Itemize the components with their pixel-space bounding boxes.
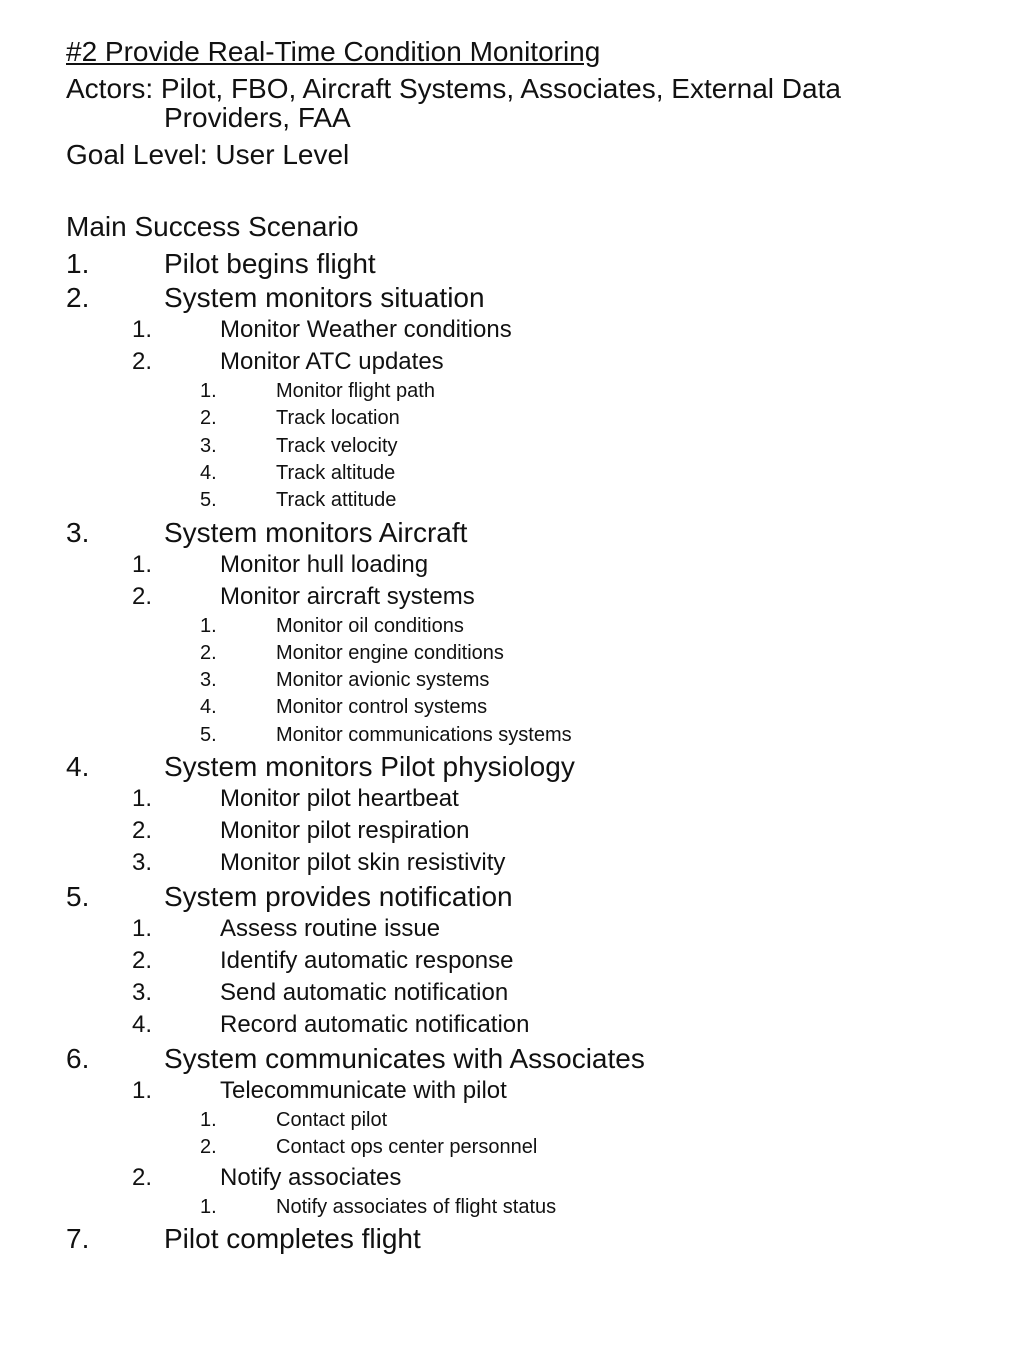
step-number: 6.	[66, 1043, 90, 1074]
sub-step	[0, 849, 1024, 881]
step-number: 4.	[200, 461, 217, 484]
sub-sub-step	[0, 462, 1024, 489]
step-number: 3.	[132, 849, 153, 876]
step-text: Telecommunicate with pilot	[220, 1077, 507, 1104]
sub-step	[0, 1164, 1024, 1196]
sub-step	[0, 348, 1024, 380]
step-number: 1.	[132, 550, 153, 578]
sub-step	[0, 915, 1024, 947]
step	[0, 248, 1024, 282]
sub-step	[0, 947, 1024, 979]
sub-sub-step	[0, 696, 1024, 723]
sub-sub-step	[0, 1109, 1024, 1136]
sub-step	[0, 583, 1024, 615]
step-text: Notify associates	[220, 1163, 402, 1191]
step-text: Track altitude	[276, 461, 396, 484]
scenario-heading: Main Success Scenario	[66, 211, 359, 242]
step-number: 1.	[132, 1077, 153, 1104]
step-text: Monitor pilot heartbeat	[220, 785, 459, 812]
sub-sub-step	[0, 380, 1024, 407]
step-text: Track velocity	[276, 434, 398, 457]
step-number: 5.	[200, 489, 217, 512]
step-text: Notify associates of flight status	[276, 1195, 557, 1218]
step-text: Monitor ATC updates	[220, 348, 444, 375]
step-text: Monitor aircraft systems	[220, 582, 475, 610]
step-number: 2.	[200, 407, 217, 430]
step	[0, 881, 1024, 915]
step-text: Pilot begins flight	[164, 248, 376, 279]
sub-sub-step	[0, 435, 1024, 462]
step-text: Identify automatic response	[220, 947, 514, 974]
step-text: Send automatic notification	[220, 979, 509, 1006]
sub-sub-step	[0, 407, 1024, 434]
actors-line-1: Actors: Pilot, FBO, Aircraft Systems, Associates, External Data	[66, 73, 841, 104]
step-text: Monitor Weather conditions	[220, 316, 512, 343]
step-text: Monitor engine conditions	[276, 641, 504, 664]
step-number: 2.	[132, 1163, 153, 1191]
step-text: Monitor avionic systems	[276, 669, 490, 692]
step	[0, 1223, 1024, 1257]
step-number: 2.	[66, 282, 90, 313]
step-text: Monitor flight path	[276, 380, 435, 402]
sub-sub-step	[0, 1136, 1024, 1163]
step-number: 2.	[200, 1136, 217, 1159]
step-text: Contact ops center personnel	[276, 1136, 538, 1159]
step-number: 7.	[66, 1222, 90, 1254]
step-number: 2.	[132, 582, 153, 610]
step-text: Monitor oil conditions	[276, 614, 464, 637]
step-number: 4.	[200, 696, 217, 719]
step-text: Monitor pilot skin resistivity	[220, 849, 506, 876]
step	[0, 1043, 1024, 1077]
sub-sub-step	[0, 615, 1024, 642]
sub-sub-step	[0, 489, 1024, 516]
sub-step	[0, 1011, 1024, 1043]
step	[0, 517, 1024, 551]
step-text: System monitors Pilot physiology	[164, 751, 575, 782]
step-number: 3.	[66, 516, 90, 548]
step-number: 1.	[200, 1195, 217, 1218]
step-text: Record automatic notification	[220, 1011, 530, 1038]
step-text: Monitor communications systems	[276, 723, 572, 746]
sub-sub-step	[0, 724, 1024, 751]
step-number: 4.	[132, 1011, 153, 1038]
step-number: 2.	[200, 641, 217, 664]
step-text: Track attitude	[276, 489, 397, 512]
step-number: 1.	[200, 614, 217, 637]
step-number: 5.	[200, 723, 217, 746]
sub-sub-step	[0, 669, 1024, 696]
step-text: Monitor pilot respiration	[220, 817, 470, 844]
step-number: 1.	[132, 316, 153, 343]
step-text: Monitor control systems	[276, 696, 488, 719]
actors-line-2: Providers, FAA	[164, 102, 351, 133]
step-number: 2.	[132, 348, 153, 375]
sub-step	[0, 785, 1024, 817]
step	[0, 282, 1024, 316]
step-text: Pilot completes flight	[164, 1222, 421, 1254]
sub-step	[0, 551, 1024, 583]
step-number: 1.	[200, 1109, 217, 1131]
step-number: 3.	[132, 979, 153, 1006]
step-text: System communicates with Associates	[164, 1043, 645, 1074]
step-number: 1.	[200, 380, 217, 402]
goal-level: Goal Level: User Level	[66, 139, 350, 170]
step-number: 5.	[66, 881, 90, 912]
step-number: 1.	[132, 915, 153, 942]
doc-title: #2 Provide Real-Time Condition Monitoring	[66, 36, 601, 67]
step	[0, 751, 1024, 785]
sub-step	[0, 979, 1024, 1011]
step-number: 2.	[132, 817, 153, 844]
step-text: Contact pilot	[276, 1109, 388, 1131]
step-number: 4.	[66, 751, 90, 782]
step-text: Assess routine issue	[220, 915, 441, 942]
step-text: System monitors situation	[164, 282, 485, 313]
sub-step	[0, 1077, 1024, 1109]
step-number: 1.	[66, 248, 90, 279]
step-number: 3.	[200, 434, 217, 457]
step-number: 3.	[200, 669, 217, 692]
sub-sub-step	[0, 642, 1024, 669]
sub-sub-step	[0, 1196, 1024, 1223]
step-text: Monitor hull loading	[220, 550, 429, 578]
sub-step	[0, 817, 1024, 849]
step-text: Track location	[276, 407, 400, 430]
step-text: System monitors Aircraft	[164, 516, 468, 548]
step-number: 1.	[132, 785, 153, 812]
sub-step	[0, 316, 1024, 348]
step-number: 2.	[132, 947, 153, 974]
step-text: System provides notification	[164, 881, 513, 912]
